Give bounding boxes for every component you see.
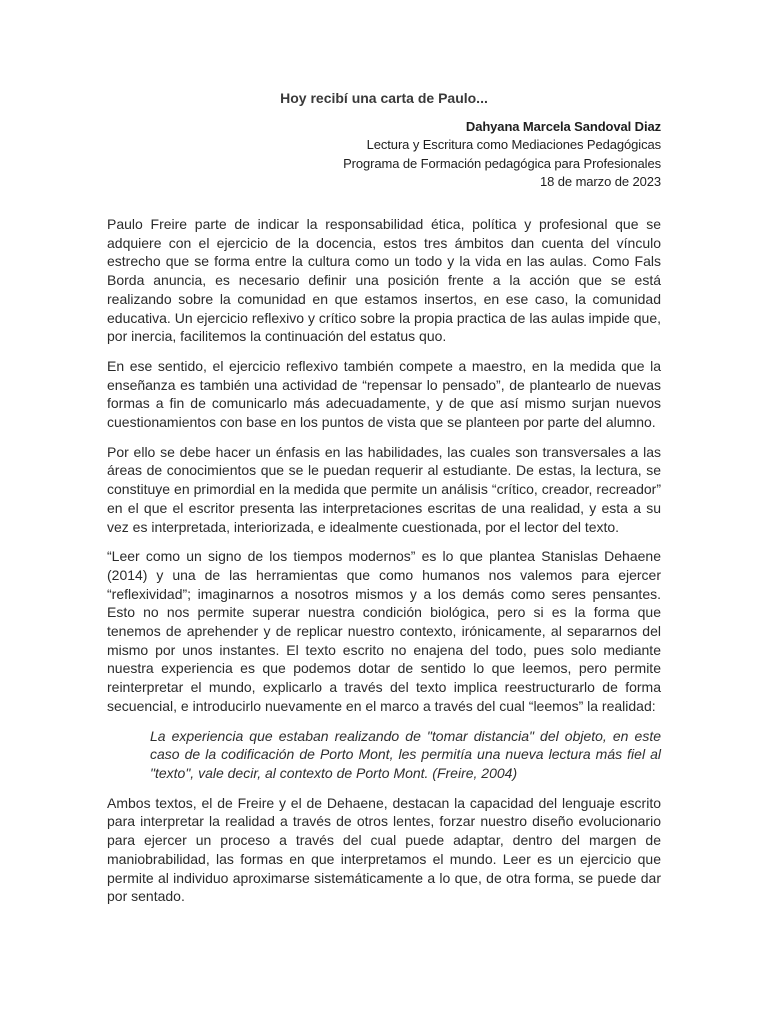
paragraph-2: En ese sentido, el ejercicio reflexivo también compete a maestro, en la medida que la enseñanza es también una actividad de “repensar lo pensado”, de plantearlo de nuevas formas a fin de comunicarlo más adecuadamente, y de que así mismo surjan nuevos cuestionamientos con base en los puntos de vista que se planteen por parte del alumno. xyxy=(107,357,661,431)
program-name: Programa de Formación pedagógica para Profesionales xyxy=(343,155,661,171)
closing-paragraph: Ambos textos, el de Freire y el de Dehaene, destacan la capacidad del lenguaje escrito para interpretar la realidad a través de otros lentes, forzar nuestro diseño evolucionario para ejercer un proceso a través del cual puede adaptar, dentro del margen de maniobrabilidad, las formas en que interpretamos el mundo. Leer es un ejercicio que permite al individuo aproximarse sistemáticamente a lo que, de otra forma, se puede dar por sentado. xyxy=(107,794,661,905)
block-quote: La experiencia que estaban realizando de "tomar distancia" del objeto, en este caso de la codificación de Porto Mont, les permitía una nueva lectura más fiel al "texto", vale decir, al contexto de Porto Mont. (Freire, 2004) xyxy=(150,727,661,781)
paragraph-1: Paulo Freire parte de indicar la responsabilidad ética, política y profesional que se adquiere con el ejercicio de la docencia, estos tres ámbitos dan cuenta del vínculo estrecho que se forma entre la cultura como un todo y la vida en las aulas. Como Fals Borda anuncia, es necesario definir una posición frente a la acción que se está realizando sobre la comunidad en que estamos insertos, en ese caso, la comunidad educativa. Un ejercicio reflexivo y crítico sobre la propia practica de las aulas impide que, por inercia, facilitemos la continuación del estatus quo. xyxy=(107,216,661,345)
document-date: 18 de marzo de 2023 xyxy=(540,174,661,190)
author-name: Dahyana Marcela Sandoval Diaz xyxy=(465,119,661,134)
document-title: Hoy recibí una carta de Paulo... xyxy=(280,90,488,106)
paragraph-4: “Leer como un signo de los tiempos modernos” es lo que plantea Stanislas Dehaene (2014) y una de las herramientas que como humanos nos valemos para ejercer “reflexividad”; imaginarnos a nosotros mismos y a los demás como seres pensantes. Esto no nos permite superar nuestra condición biológica, pero si es la forma que tenemos de aprehender y de replicar nuestro contexto, irónicamente, al separarnos del mismo por unos instantes. El texto escrito no enajena del todo, pues solo mediante nuestra experiencia es que podemos dotar de sentido lo que leemos, pero permite reinterpretar el mundo, explicarlo a través del texto implica reestructurarlo de forma secuencial, e introducirlo nuevamente en el marco a través del cual “leemos” la realidad: xyxy=(107,548,661,714)
document-body xyxy=(107,215,661,917)
document-header xyxy=(343,118,661,192)
course-name: Lectura y Escritura como Mediaciones Pedagógicas xyxy=(366,137,661,153)
paragraph-3: Por ello se debe hacer un énfasis en las habilidades, las cuales son transversales a las áreas de conocimientos que se le puedan requerir al estudiante. De estas, la lectura, se constituye en primordial en la medida que permite un análisis “crítico, creador, recreador” en el que el escritor presenta las interpretaciones escritas de una realidad, y esta a su vez es interpretada, interiorizada, e idealmente cuestionada, por el lector del texto. xyxy=(107,443,661,535)
